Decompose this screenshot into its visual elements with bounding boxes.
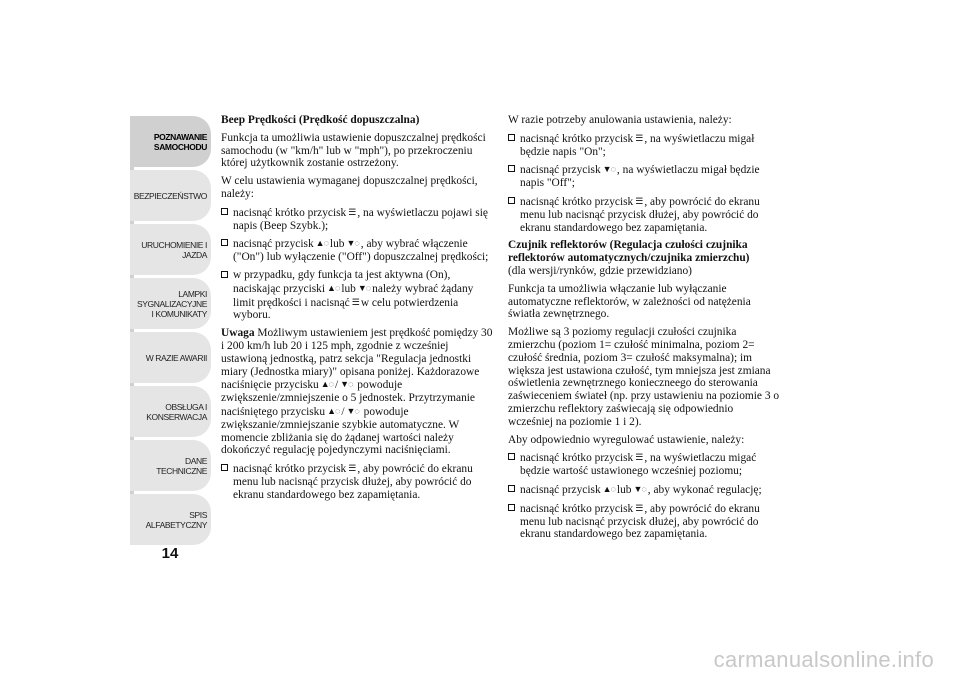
up-button-icon: ▲◌	[327, 405, 340, 416]
note-paragraph: Uwaga Możliwym ustawieniem jest prędkość pomiędzy 30 i 200 km/h lub 20 i 125 mph, zgodnie z wcześniej ustawioną jednostką, patrz sekcja "Regulacja jednostki miary (Jednostka miary)" opisana poniżej. Każdorazowe naciśnięcie przycisku ▲◌ / ▼◌ powoduje zwiększenie/zmniejszenie o 5 jednostek. Przytrzymanie naciśniętego przycisku ▲◌ / ▼◌ powoduje zwiększanie/zmniejszanie szybkie automatyczne. W momencie zbliżania się do żądanej wartości należy dokończyć regulację pojedynczymi naciśnięciami.	[221, 327, 493, 457]
up-button-icon: ▲◌	[602, 483, 615, 494]
tab-label: OBSŁUGA I KONSERWACJA	[146, 401, 207, 422]
menu-icon: ☰	[348, 206, 356, 217]
tab-label: W RAZIE AWARII	[145, 352, 207, 363]
paragraph: W razie potrzeby anulowania ustawienia, należy:	[508, 114, 732, 126]
tab-bezpieczenstwo[interactable]	[130, 170, 211, 221]
section-heading-beep: Beep Prędkości (Prędkość dopuszczalna)	[221, 114, 420, 126]
list-item: nacisnąć przycisk ▲◌ lub ▼◌ , aby wykonać regulację;	[508, 483, 780, 497]
tab-label: DANE TECHNICZNE	[156, 455, 207, 476]
list-item: nacisnąć przycisk ▲◌ lub ▼◌ , aby wybrać włączenie ("On") lub wyłączenie ("Off") dopuszczalnej prędkości;	[221, 237, 493, 264]
section-heading-czujnik: Czujnik reflektorów (Regulacja czułości czujnika reflektorów automatycznych/czujnika zmierzchu)	[508, 239, 750, 265]
paragraph: Funkcja ta umożliwia ustawienie dopuszczalnej prędkości samochodu (w "km/h" lub w "mph"), po przekroczeniu której użytkownik zostanie ostrzeżony.	[221, 131, 486, 170]
sidebar-nav	[130, 116, 211, 544]
note-label: Uwaga	[221, 327, 255, 340]
down-button-icon: ▼◌	[346, 238, 359, 249]
paragraph: W celu ustawienia wymaganej dopuszczalnej prędkości, należy:	[221, 175, 478, 200]
right-column	[508, 114, 780, 546]
list-item: nacisnąć przycisk ▼◌ , na wyświetlaczu migał będzie napis "Off";	[508, 163, 780, 190]
list-item: nacisnąć krótko przycisk ☰ , na wyświetlaczu migać będzie wartość ustawionego wcześniej poziomu;	[508, 451, 780, 478]
down-button-icon: ▼◌	[602, 164, 615, 175]
steps-list	[221, 206, 493, 322]
down-button-icon: ▼◌	[357, 282, 371, 293]
down-button-icon: ▼◌	[346, 405, 359, 416]
list-item: nacisnąć krótko przycisk ☰ , na wyświetlaczu migał będzie napis "On";	[508, 132, 780, 159]
paragraph: Możliwe są 3 poziomy regulacji czułości czujnika zmierzchu (poziom 1= czułość minimalna, poziom 2= czułość średnia, poziom 3= czułość maksymalna); im większa jest ustawiona czułość, tym mniejsza jest zmiana oświetlenia zewnętrznego konieczneego do sterowania zaświeceniem świateł (np. przy ustawieniu na poziomie 3 o zmierzchu reflektory zaświecają się odpowiednio wcześniej na poziomie 1 i 2).	[508, 326, 780, 428]
list-item: nacisnąć krótko przycisk ☰ , aby powrócić do ekranu menu lub nacisnąć przycisk dłużej, aby powrócić do ekranu standardowego bez zapamiętania.	[221, 462, 493, 501]
watermark: carmanualsonline.info	[713, 647, 934, 672]
list-item: nacisnąć krótko przycisk ☰ , aby powrócić do ekranu menu lub nacisnąć przycisk dłużej, aby powrócić do ekranu standardowego bez zapamiętania.	[508, 195, 780, 234]
tab-label: SPIS ALFABETYCZNY	[145, 509, 207, 530]
list-item: w przypadku, gdy funkcja ta jest aktywna (On), naciskając przyciski ▲◌ lub ▼◌ należy wybrać żądany limit prędkości i nacisnąć ☰ w celu potwierdzenia wyboru.	[221, 269, 493, 322]
steps-list	[221, 462, 493, 501]
menu-icon: ☰	[351, 296, 359, 307]
tab-uruchomienie-i-jazda[interactable]	[130, 224, 211, 275]
up-button-icon: ▲◌	[315, 238, 328, 249]
tab-label: POZNAWANIE SAMOCHODU	[153, 131, 207, 152]
tab-dane-techniczne[interactable]	[130, 440, 211, 491]
menu-icon: ☰	[348, 463, 356, 474]
tab-label: BEZPIECZEŃSTWO	[133, 190, 207, 201]
tab-label: URUCHOMIENIE I JAZDA	[141, 239, 207, 260]
steps-list	[508, 451, 780, 541]
menu-icon: ☰	[635, 195, 643, 206]
down-button-icon: ▼◌	[633, 483, 646, 494]
tab-poznawanie-samochodu[interactable]	[130, 116, 211, 167]
tab-obsluga-i-konserwacja[interactable]	[130, 386, 211, 437]
paragraph: Aby odpowiednio wyregulować ustawienie, należy:	[508, 433, 745, 446]
steps-list	[508, 132, 780, 235]
tab-w-razie-awarii[interactable]	[130, 332, 211, 383]
tab-label: LAMPKI SYGNALIZACYJNE I KOMUNIKATY	[137, 288, 207, 319]
heading-subtitle: (dla wersji/rynków, gdzie przewidziano)	[508, 264, 692, 277]
list-item: nacisnąć krótko przycisk ☰ , aby powrócić do ekranu menu lub nacisnąć przycisk dłużej, aby powrócić do ekranu standardowego bez zapamiętania.	[508, 502, 780, 541]
menu-icon: ☰	[635, 132, 643, 143]
paragraph: Funkcja ta umożliwia włączanie lub wyłączanie automatyczne reflektorów, w zależności od natężenia światła zewnętrznego.	[508, 282, 751, 321]
list-item: nacisnąć krótko przycisk ☰ , na wyświetlaczu pojawi się napis (Beep Szybk.);	[221, 206, 493, 233]
tab-lampki-sygnalizacyjne[interactable]	[130, 278, 211, 329]
left-column	[221, 114, 493, 507]
menu-icon: ☰	[635, 502, 643, 513]
up-button-icon: ▲◌	[320, 379, 333, 390]
menu-icon: ☰	[635, 452, 643, 463]
down-button-icon: ▼◌	[340, 379, 353, 390]
up-button-icon: ▲◌	[327, 282, 340, 293]
page-number: 14	[161, 545, 179, 562]
tab-spis-alfabetyczny[interactable]	[130, 494, 211, 545]
